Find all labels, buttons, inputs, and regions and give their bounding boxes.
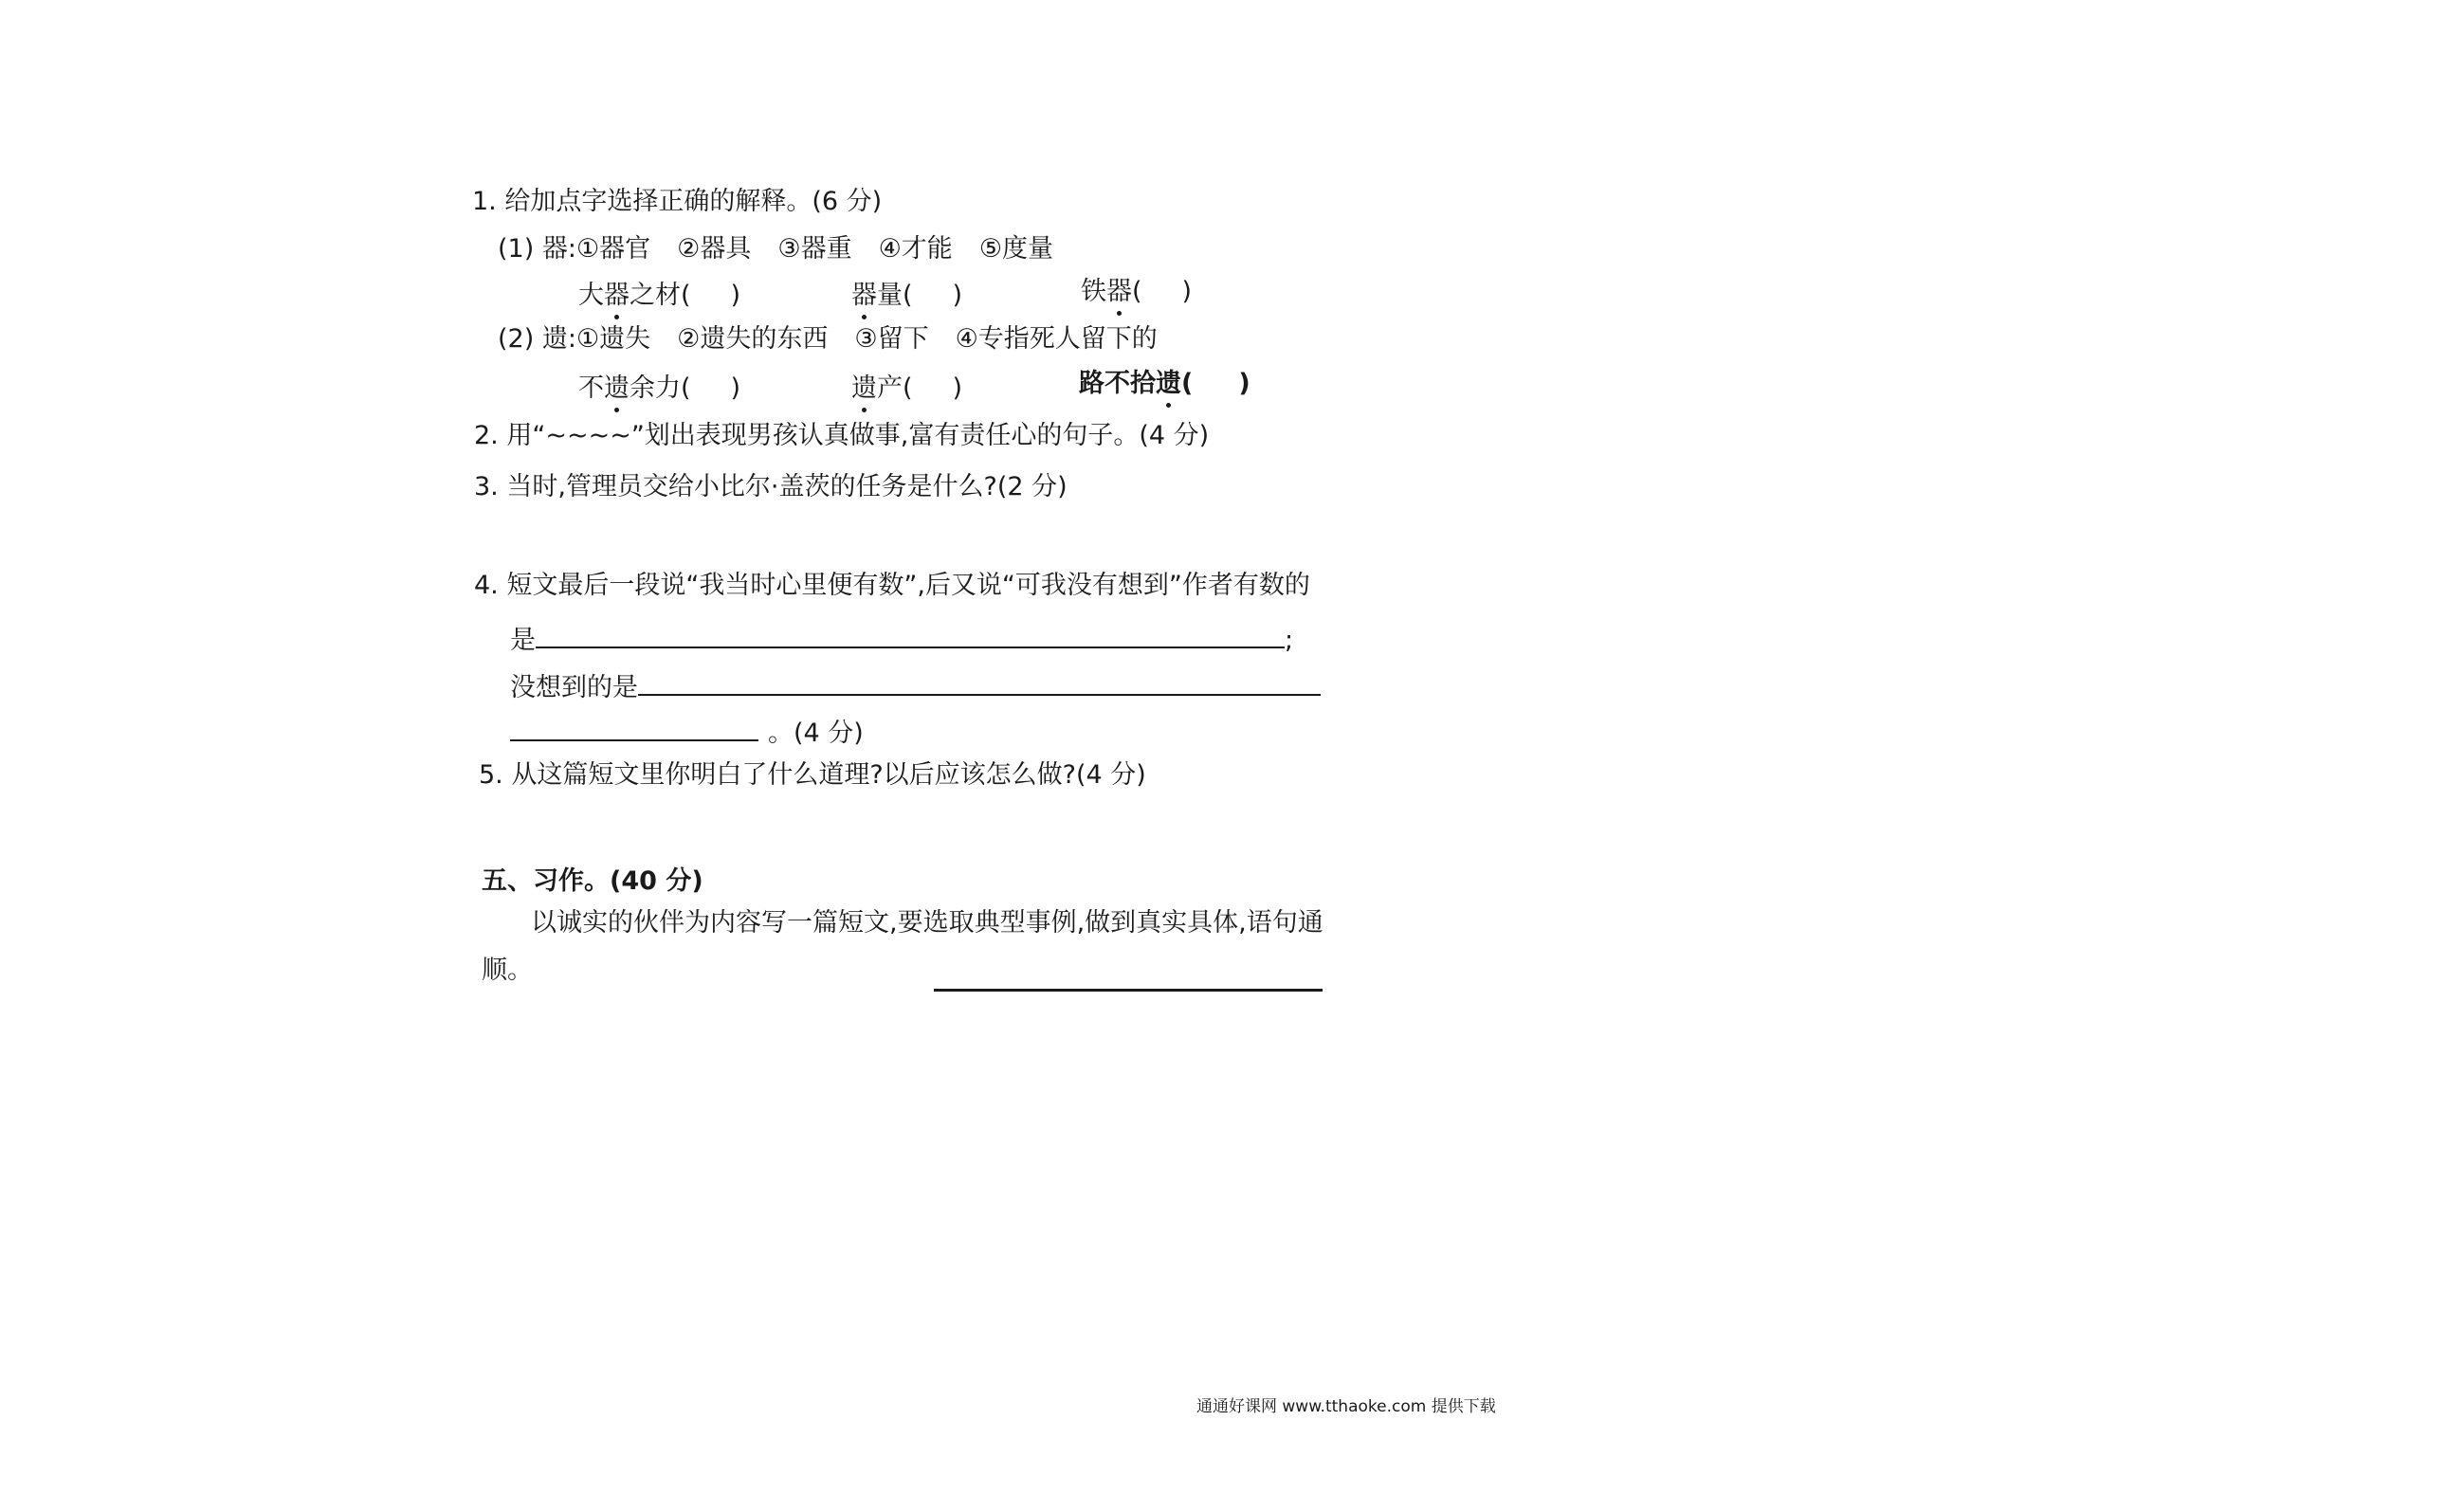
item-suffix: 产(	[877, 373, 913, 403]
q1-part1-option-1: ①器官	[575, 234, 651, 264]
section5-body-line2: 顺。	[482, 956, 533, 985]
item-prefix: 铁	[1081, 277, 1106, 306]
q1-part2-option-3: ③留下	[854, 324, 929, 354]
item-suffix: 余力(	[630, 373, 691, 403]
answer-paren-close: )	[1238, 369, 1250, 398]
q1-title: 1. 给加点字选择正确的解释。(6 分)	[472, 187, 883, 216]
q1-part2-label: (2) 遗:	[498, 324, 576, 354]
dotted-character: 遗	[851, 372, 877, 406]
section5-body-line1: 以诚实的伙伴为内容写一篇短文,要选取典型事例,做到真实具体,语句通	[531, 908, 1323, 938]
q2-text: 2. 用“~~~~”划出表现男孩认真做事,富有责任心的句子。(4 分)	[474, 421, 1210, 450]
item-suffix: 之材(	[630, 281, 691, 310]
section5-title: 五、习作。(40 分)	[482, 866, 703, 896]
answer-paren-close: )	[952, 281, 963, 310]
q1-part1-item-3	[1081, 275, 1192, 309]
q4-line3	[510, 713, 864, 751]
dotted-character: 遗	[604, 372, 630, 406]
q1-part1-item-1	[578, 279, 740, 313]
q5-text: 5. 从这篇短文里你明白了什么道理?以后应该怎么做?(4 分)	[479, 760, 1146, 790]
q1-part1-option-4: ④才能	[878, 234, 953, 264]
dotted-character: 器	[604, 279, 630, 313]
q3-text: 3. 当时,管理员交给小比尔·盖茨的任务是什么?(2 分)	[474, 472, 1068, 501]
q1-part2-option-4: ④专指死人留下的	[955, 324, 1158, 354]
q1-part2-options	[498, 322, 1158, 356]
writing-line	[934, 989, 1323, 992]
dotted-character: 遗	[1156, 367, 1181, 401]
answer-paren-close: )	[952, 373, 963, 403]
q4-line2	[510, 667, 1321, 705]
dotted-character: 器	[1106, 275, 1132, 309]
q4-line1-end: ;	[1285, 626, 1294, 655]
answer-paren-close: )	[730, 373, 741, 403]
q4-text: 4. 短文最后一段说“我当时心里便有数”,后又说“可我没有想到”作者有数的	[474, 571, 1310, 600]
q1-part1-option-2: ②器具	[677, 234, 752, 264]
answer-blank-2[interactable]	[638, 667, 1321, 696]
item-prefix: 不	[578, 373, 604, 403]
q1-part2-option-2: ②遗失的东西	[677, 324, 829, 354]
item-prefix: 大	[578, 281, 604, 310]
answer-paren-close: )	[1181, 277, 1193, 306]
q1-part1-options	[498, 232, 1053, 266]
q1-part2-item-3	[1079, 367, 1250, 401]
answer-paren-close: )	[730, 281, 741, 310]
q1-part1-option-3: ③器重	[777, 234, 852, 264]
answer-blank-1[interactable]	[536, 620, 1285, 648]
q4-line1	[510, 620, 1293, 658]
item-suffix: (	[1181, 369, 1194, 398]
q1-part2-option-1: ①遗失	[575, 324, 651, 354]
q1-part1-option-5: ⑤度量	[978, 234, 1054, 264]
item-suffix: (	[1132, 277, 1142, 306]
q1-part2-item-2	[851, 372, 962, 406]
q4-line1-label: 是	[510, 626, 536, 655]
q1-part2-item-1	[578, 372, 740, 406]
answer-blank-3[interactable]	[510, 713, 758, 741]
q4-line3-end: 。(4 分)	[768, 719, 864, 748]
dotted-character: 器	[851, 279, 877, 313]
item-prefix: 路不拾	[1079, 369, 1156, 398]
q1-part1-item-2	[851, 279, 962, 313]
q1-part1-label: (1) 器:	[498, 234, 576, 264]
q4-line2-label: 没想到的是	[510, 673, 638, 702]
footer-credit: 通通好课网 www.tthaoke.com 提供下载	[1196, 1397, 1496, 1416]
item-suffix: 量(	[877, 281, 913, 310]
